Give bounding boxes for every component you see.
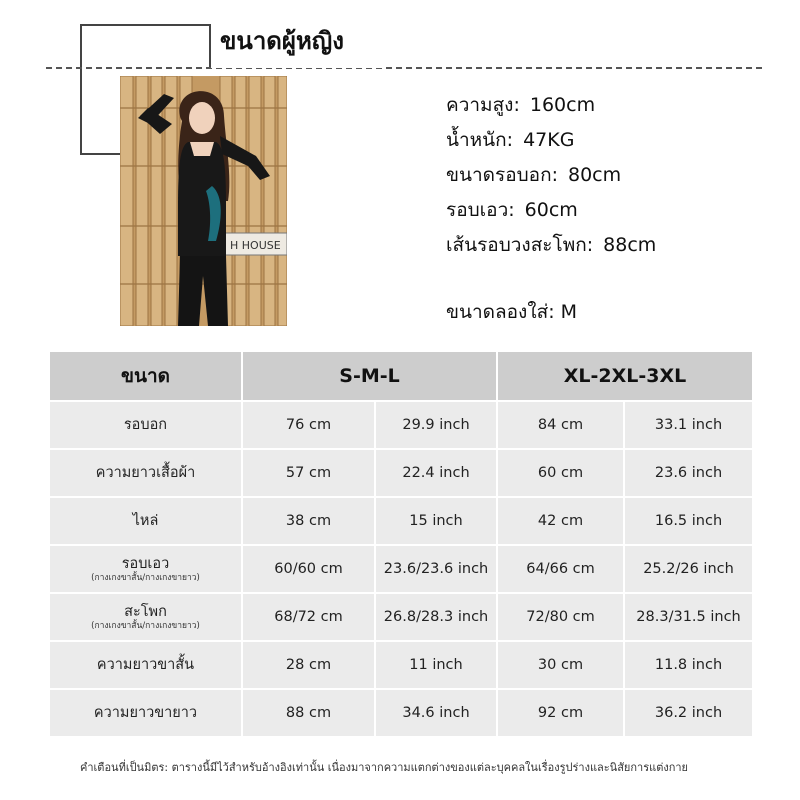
table-cell: 30 cm (497, 641, 624, 689)
table-row (49, 689, 753, 737)
table-row (49, 593, 753, 641)
table-row (49, 497, 753, 545)
table-cell: 11 inch (375, 641, 497, 689)
dashed-divider (46, 67, 762, 69)
table-cell: 34.6 inch (375, 689, 497, 737)
header-size: ขนาด (49, 351, 242, 401)
table-cell: 23.6 inch (624, 449, 753, 497)
table-cell: 60 cm (497, 449, 624, 497)
page-title: ขนาดผู้หญิง (220, 27, 344, 55)
row-label-text: ความยาวเสื้อผ้า (95, 465, 196, 481)
sign-text: H HOUSE (230, 239, 281, 252)
row-label (49, 545, 242, 593)
frame-line-top (80, 24, 210, 26)
stat-label: น้ำหนัก: (446, 129, 514, 151)
table-cell: 26.8/28.3 inch (375, 593, 497, 641)
stat-value: 88cm (603, 234, 657, 256)
row-label-text: ความยาวขายาว (93, 705, 198, 721)
table-cell: 76 cm (242, 401, 375, 449)
stat-hips (446, 228, 656, 263)
table-cell: 22.4 inch (375, 449, 497, 497)
table-cell: 11.8 inch (624, 641, 753, 689)
table-cell: 23.6/23.6 inch (375, 545, 497, 593)
table-cell: 60/60 cm (242, 545, 375, 593)
try-on-value: M (560, 301, 577, 323)
stat-bust (446, 158, 656, 193)
row-label (49, 497, 242, 545)
row-label-text: ไหล่ (132, 513, 159, 529)
stat-weight (446, 123, 656, 158)
row-label (49, 689, 242, 737)
row-label-text: ความยาวขาสั้น (96, 657, 195, 673)
table-cell: 25.2/26 inch (624, 545, 753, 593)
footer-note: คำเตือนที่เป็นมิตร: ตารางนี้มีไว้สำหรับอ้างอิงเท่านั้น เนื่องมาจากความแตกต่างของแต่ละบุคคลในเรื่องรูปร่างและนิสัยการแต่งกาย (80, 761, 688, 774)
table-cell: 57 cm (242, 449, 375, 497)
row-label-sub: (กางเกงขาสั้น/กางเกงขายาว) (91, 572, 200, 583)
size-table-header (49, 351, 753, 401)
row-label-text: สะโพก (124, 603, 167, 620)
model-stats (446, 88, 656, 263)
table-cell: 84 cm (497, 401, 624, 449)
stat-label: เส้นรอบวงสะโพก: (446, 234, 594, 256)
table-cell: 29.9 inch (375, 401, 497, 449)
table-row (49, 401, 753, 449)
table-cell: 28 cm (242, 641, 375, 689)
table-cell: 16.5 inch (624, 497, 753, 545)
table-cell: 36.2 inch (624, 689, 753, 737)
table-cell: 33.1 inch (624, 401, 753, 449)
stat-height (446, 88, 656, 123)
table-cell: 15 inch (375, 497, 497, 545)
table-cell: 72/80 cm (497, 593, 624, 641)
stat-label: ขนาดรอบอก: (446, 164, 558, 186)
try-on-label: ขนาดลองใส่: (446, 301, 555, 323)
size-table (48, 350, 754, 738)
row-label (49, 593, 242, 641)
table-cell: 28.3/31.5 inch (624, 593, 753, 641)
stat-value: 160cm (529, 94, 596, 116)
table-cell: 42 cm (497, 497, 624, 545)
row-label (49, 449, 242, 497)
row-label (49, 401, 242, 449)
table-cell: 38 cm (242, 497, 375, 545)
stat-value: 60cm (524, 199, 578, 221)
table-row (49, 641, 753, 689)
table-cell: 68/72 cm (242, 593, 375, 641)
frame-line-left (80, 24, 82, 154)
frame-line-bottom (80, 153, 122, 155)
model-photo (120, 76, 287, 326)
table-cell: 92 cm (497, 689, 624, 737)
stat-label: รอบเอว: (446, 199, 515, 221)
table-cell: 88 cm (242, 689, 375, 737)
row-label-sub: (กางเกงขาสั้น/กางเกงขายาว) (91, 620, 200, 631)
stat-label: ความสูง: (446, 94, 520, 116)
table-cell: 64/66 cm (497, 545, 624, 593)
header-xl: XL-2XL-3XL (497, 351, 753, 401)
row-label-text: รอบอก (123, 417, 168, 433)
stat-value: 47KG (523, 129, 575, 151)
try-on-size (446, 296, 577, 328)
header-sml: S-M-L (242, 351, 497, 401)
table-row (49, 545, 753, 593)
row-label-text: รอบเอว (121, 555, 170, 572)
table-row (49, 449, 753, 497)
stat-waist (446, 193, 656, 228)
row-label (49, 641, 242, 689)
stat-value: 80cm (567, 164, 622, 186)
